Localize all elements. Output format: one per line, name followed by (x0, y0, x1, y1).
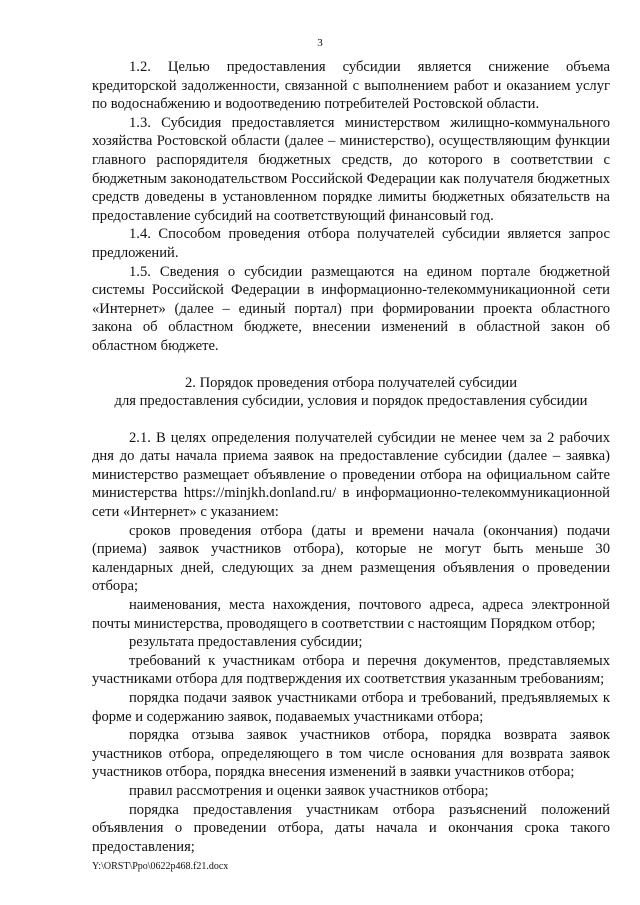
footer-file-path: Y:\ORST\Ppo\0622p468.f21.docx (92, 861, 229, 872)
section-2-heading (92, 374, 610, 411)
paragraph-1-4: 1.4. Способом проведения отбора получателей субсидии является запрос предложений. (92, 226, 610, 261)
paragraph-1-2: 1.2. Целью предоставления субсидии является снижение объема кредиторской задолженности, связанной с выполнением работ и оказанием услуг по водоснабжению и водоотведению потребителей Ростовской области. (92, 59, 610, 113)
list-item-evaluation-rules: правил рассмотрения и оценки заявок участников отбора; (129, 782, 489, 799)
list-item-clarifications: порядка предоставления участникам отбора разъяснений положений объявления о проведении отбора, даты начала и окончания срока такого предоставления; (92, 801, 610, 855)
document-body (92, 58, 610, 856)
paragraph-2-1: 2.1. В целях определения получателей субсидии не менее чем за 2 рабочих дня до даты начала приема заявок на предоставление субсидии (далее – заявка) министерство размещает объявление о проведении отбора на официальном сайте министерства https://minjkh.donland.ru/ в информационно-телекоммуникационной сети «Интернет» с указанием: (92, 429, 610, 521)
paragraph-1-3: 1.3. Субсидия предоставляется министерством жилищно-коммунального хозяйства Ростовской области (далее – министерство), осуществляющим функции главного распорядителя бюджетных средств, до которого в соответствии с бюджетным законодательством Российской Федерации как получателя бюджетных средств доведены в установленном порядке лимиты бюджетных обязательств на предоставление субсидий на соответствующий финансовый год. (92, 114, 610, 224)
list-item-deadlines: сроков проведения отбора (даты и времени начала (окончания) подачи (приема) заявок участников отбора), которые не могут быть меньше 30 календарных дней, следующих за днем размещения объявления о проведении отбора; (92, 522, 610, 595)
list-item-withdrawal: порядка отзыва заявок участников отбора, порядка возврата заявок участников отбора, определяющего в том числе основания для возврата заявок участников отбора, порядка внесения изменений в заявки участников отбора; (92, 727, 610, 781)
list-item-result: результата предоставления субсидии; (129, 634, 363, 651)
list-item-ministry-info: наименования, места нахождения, почтового адреса, адреса электронной почты министерства, проводящего в соответствии с настоящим Порядком отбор; (92, 597, 610, 632)
section-heading-line-2: для предоставления субсидии, условия и порядок предоставления субсидии (114, 393, 588, 410)
paragraph-1-5: 1.5. Сведения о субсидии размещаются на едином портале бюджетной системы Российской Федерации в информационно-телекоммуникационной сети «Интернет» (далее – единый портал) при формировании проекта областного закона об областном бюджете, внесении изменений в областной закон об областном бюджете. (92, 263, 610, 354)
list-item-submission: порядка подачи заявок участниками отбора и требований, предъявляемых к форме и содержанию заявок, подаваемых участниками отбора; (92, 690, 610, 725)
section-heading-line-1: 2. Порядок проведения отбора получателей субсидии (184, 374, 518, 391)
list-item-requirements: требований к участникам отбора и перечня документов, представляемых участниками отбора для подтверждения их соответствия указанным требованиям; (92, 652, 610, 688)
page-number: 3 (317, 37, 323, 49)
